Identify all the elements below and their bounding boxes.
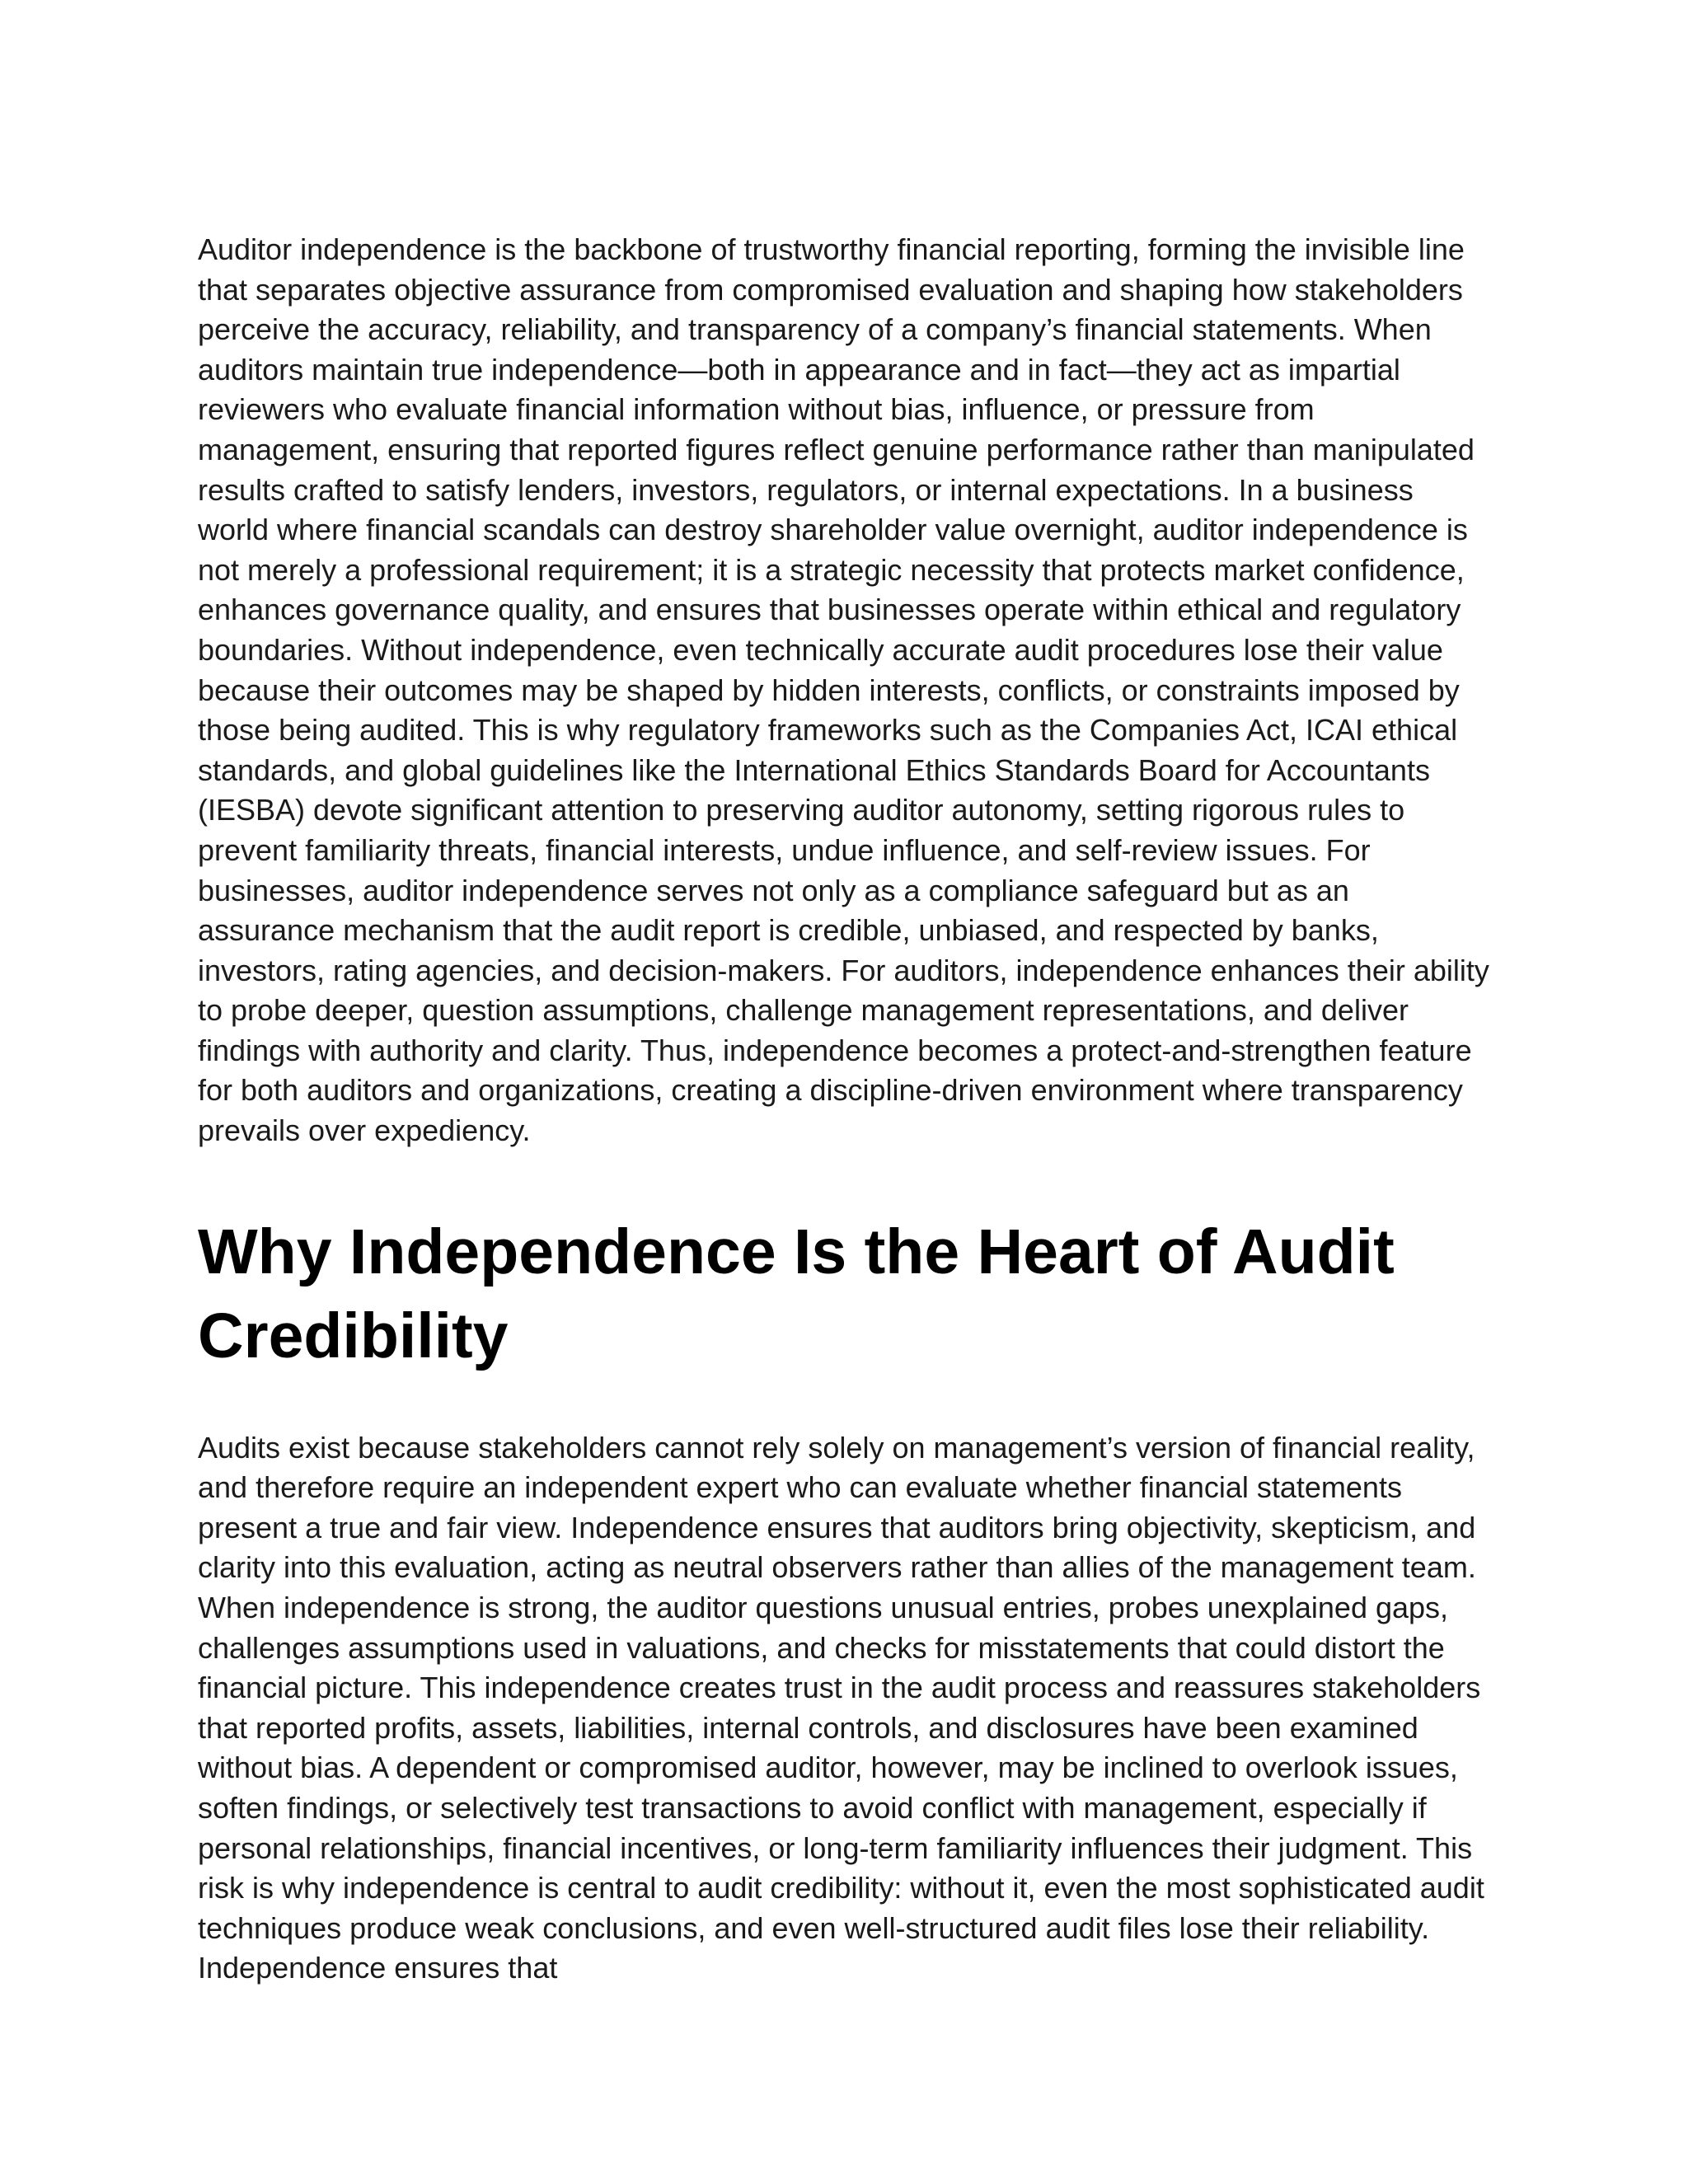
section-paragraph: Audits exist because stakeholders cannot rely solely on management’s version of financial reality, and therefore require an independent expert who can evaluate whether financial statements present a true and fair view. Independence ensures that auditors bring objectivity, skepticism, and clarity into this evaluation, acting as neutral observers rather than allies of the management team. When independence is strong, the auditor questions unusual entries, probes unexplained gaps, challenges assumptions used in valuations, and checks for misstatements that could distort the financial picture. This independence creates trust in the audit process and reassures stakeholders that reported profits, assets, liabilities, internal controls, and disclosures have been examined without bias. A dependent or compromised auditor, however, may be inclined to overlook issues, soften findings, or selectively test transactions to avoid conflict with management, especially if personal relationships, financial incentives, or long-term familiarity influences their judgment. This risk is why independence is central to audit credibility: without it, even the most sophisticated audit techniques produce weak conclusions, and even well-structured audit files lose their reliability. Independence ensures that (198, 1430, 1484, 1985)
section-heading: Why Independence Is the Heart of Audit Credibility (198, 1216, 1395, 1371)
intro-paragraph: Auditor independence is the backbone of trustworthy financial reporting, forming the invisible line that separates objective assurance from compromised evaluation and shaping how stakeholders perceive the accuracy, reliability, and transparency of a company’s financial statements. When auditors maintain true independence—both in appearance and in fact—they act as impartial reviewers who evaluate financial information without bias, influence, or pressure from management, ensuring that reported figures reflect genuine performance rather than manipulated results crafted to satisfy lenders, investors, regulators, or internal expectations. In a business world where financial scandals can destroy shareholder value overnight, auditor independence is not merely a professional requirement; it is a strategic necessity that protects market confidence, enhances governance quality, and ensures that businesses operate within ethical and regulatory boundaries. Without independence, even technically accurate audit procedures lose their value because their outcomes may be shaped by hidden interests, conflicts, or constraints imposed by those being audited. This is why regulatory frameworks such as the Companies Act, ICAI ethical standards, and global guidelines like the International Ethics Standards Board for Accountants (IESBA) devote significant attention to preserving auditor autonomy, setting rigorous rules to prevent familiarity threats, financial interests, undue influence, and self-review issues. For businesses, auditor independence serves not only as a compliance safeguard but as an assurance mechanism that the audit report is credible, unbiased, and respected by banks, investors, rating agencies, and decision-makers. For auditors, independence enhances their ability to probe deeper, question assumptions, challenge management representations, and deliver findings with authority and clarity. Thus, independence becomes a protect-and-strengthen feature for both auditors and organizations, creating a discipline-driven environment where transparency prevails over expediency. (198, 232, 1489, 1148)
document-body (198, 230, 1490, 1989)
